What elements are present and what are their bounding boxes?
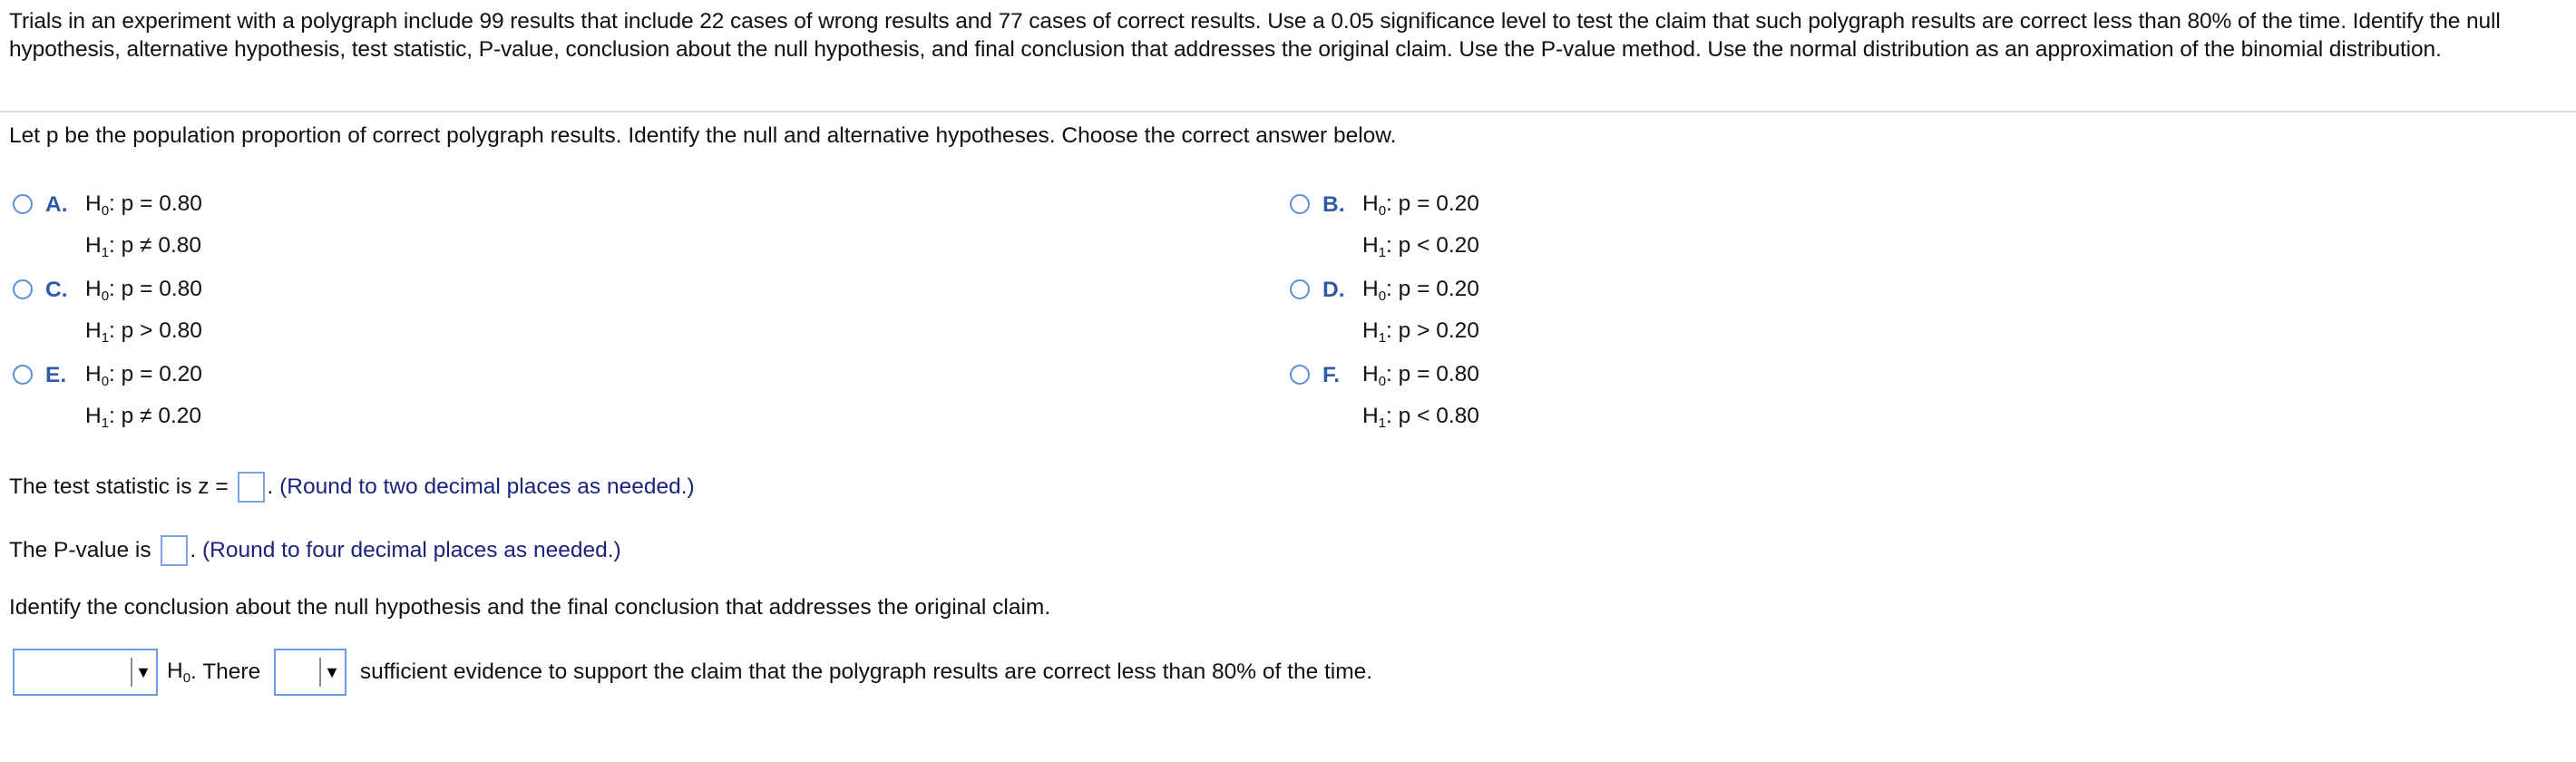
choice-f[interactable] xyxy=(1290,361,1479,441)
choice-c[interactable] xyxy=(13,276,202,356)
test-statistic-hint: (Round to two decimal places as needed.) xyxy=(273,474,695,499)
divider xyxy=(0,111,2576,112)
null-decision-select[interactable] xyxy=(13,649,158,696)
test-statistic-line xyxy=(9,472,695,503)
choice-b[interactable] xyxy=(1290,190,1479,270)
conclusion-there: . There xyxy=(190,659,268,684)
conclusion-line xyxy=(13,649,1372,696)
question-text: Let p be the population proportion of correct polygraph results. Identify the null and alternative hypotheses. Choose the correct answer below. xyxy=(9,123,1397,148)
choice-letter: C. xyxy=(45,278,68,302)
conclusion-prompt: Identify the conclusion about the null hypothesis and the final conclusion that addresses the original claim. xyxy=(9,595,1051,620)
choice-a[interactable] xyxy=(13,190,202,270)
radio-a[interactable] xyxy=(13,194,33,214)
choice-e[interactable] xyxy=(13,361,202,441)
p-value-suffix: . xyxy=(190,538,197,562)
choice-letter: B. xyxy=(1322,192,1345,217)
chevron-down-icon: ▼ xyxy=(319,658,343,687)
test-statistic-suffix: . xyxy=(267,474,274,499)
choice-letter: F. xyxy=(1322,363,1341,387)
evidence-select[interactable] xyxy=(274,649,346,696)
chevron-down-icon: ▼ xyxy=(131,658,154,687)
hypotheses: $H_0$: p = 0.20 $H_1$: p ≠ 0.20 xyxy=(85,362,202,431)
radio-d[interactable] xyxy=(1290,279,1310,299)
choice-letter: E. xyxy=(45,363,67,387)
choice-d[interactable] xyxy=(1290,276,1479,356)
conclusion-h0: $H_0$ xyxy=(167,659,191,686)
radio-c[interactable] xyxy=(13,279,33,299)
conclusion-tail: sufficient evidence to support the claim that the polygraph results are correct less than 80% of the time. xyxy=(354,659,1373,684)
hypotheses: $H_0$: p = 0.20 $H_1$: p < 0.20 xyxy=(1362,191,1479,260)
choice-letter: D. xyxy=(1322,278,1345,302)
test-statistic-prefix: The test statistic is z = xyxy=(9,474,235,499)
hypotheses: $H_0$: p = 0.20 $H_1$: p > 0.20 xyxy=(1362,277,1479,346)
problem-statement: Trials in an experiment with a polygraph include 99 results that include 22 cases of wrong results and 77 cases of correct results. Use a 0.05 significance level to test the claim that such polygraph results are correct less than 80% of the time. Identify the null hypothesis, alternative hypothesis, test statistic, P-value, conclusion about the null hypothesis, and final conclusion that addresses the original claim. Use the P-value method. Use the normal distribution as an approximation of the binomial distribution. xyxy=(9,9,2501,62)
radio-f[interactable] xyxy=(1290,365,1310,385)
hypotheses: $H_0$: p = 0.80 $H_1$: p < 0.80 xyxy=(1362,362,1479,431)
hypotheses: $H_0$: p = 0.80 $H_1$: p ≠ 0.80 xyxy=(85,191,202,260)
choice-letter: A. xyxy=(45,192,68,217)
p-value-input[interactable] xyxy=(161,535,188,566)
hypotheses: $H_0$: p = 0.80 $H_1$: p > 0.80 xyxy=(85,277,202,346)
radio-e[interactable] xyxy=(13,365,33,385)
radio-b[interactable] xyxy=(1290,194,1310,214)
test-statistic-input[interactable] xyxy=(238,472,265,503)
p-value-hint: (Round to four decimal places as needed.) xyxy=(196,538,621,562)
p-value-line xyxy=(9,535,621,566)
p-value-prefix: The P-value is xyxy=(9,538,158,562)
